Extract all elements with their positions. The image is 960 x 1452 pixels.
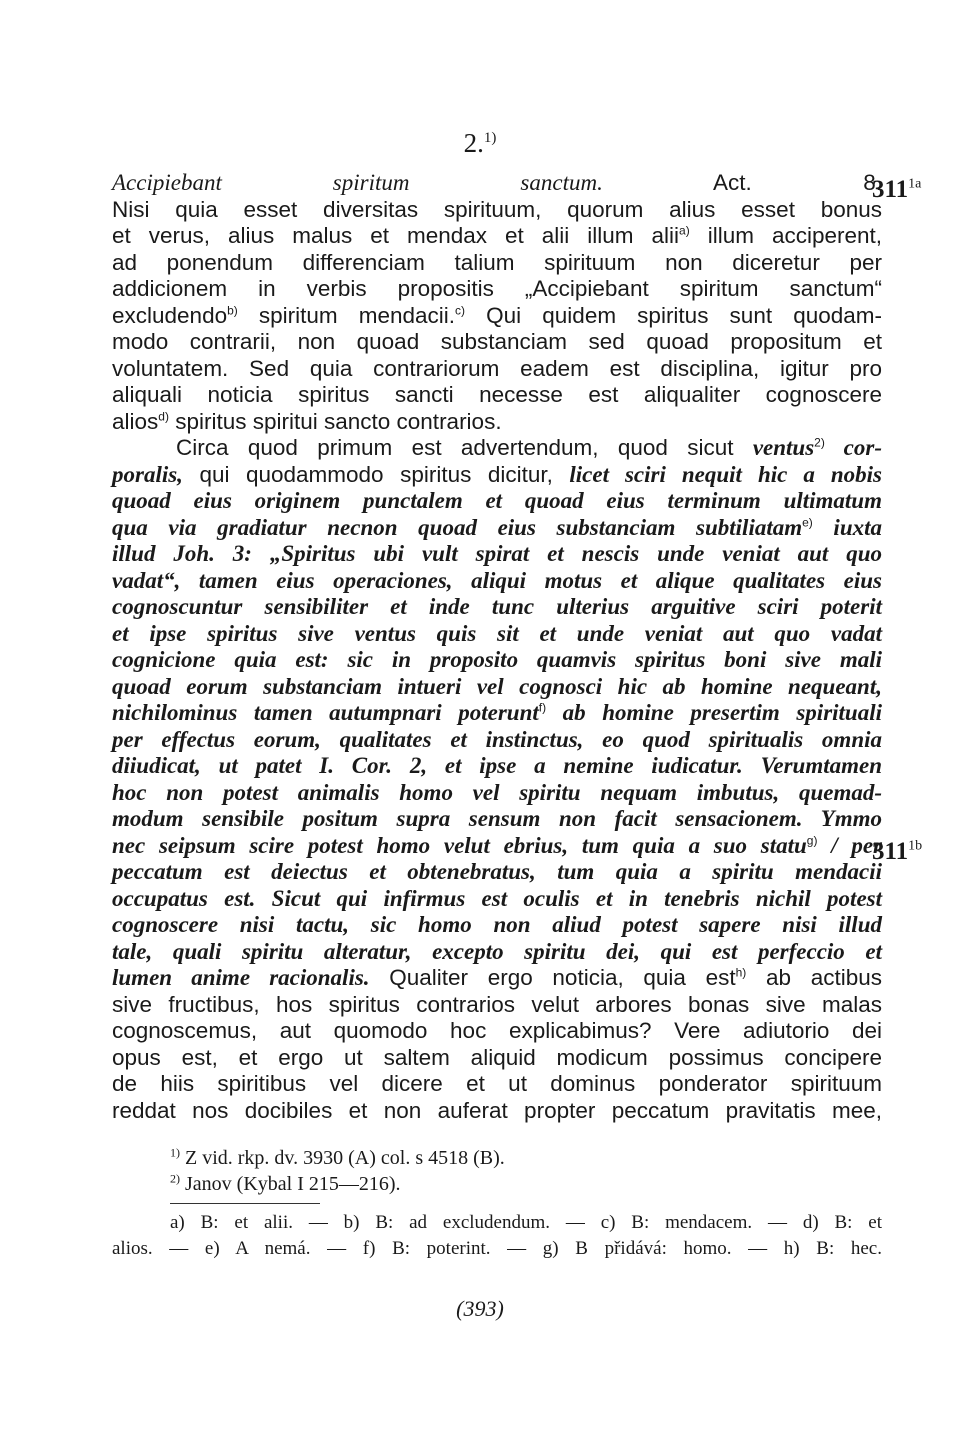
section-number-text: 2. bbox=[463, 128, 484, 158]
text-line bbox=[112, 859, 882, 886]
text-line bbox=[112, 568, 882, 595]
critical-apparatus bbox=[112, 1210, 882, 1262]
text-line bbox=[112, 223, 882, 250]
text-segment: Nisi quia esset diversitas spirituum, quorum alius esset bonus bbox=[112, 196, 882, 222]
text-segment: qua via gradiatur necnon quoad eius substanciam subtiliatam bbox=[112, 514, 803, 540]
text-segment: poralis, bbox=[112, 461, 183, 487]
text-segment: ab actibus bbox=[746, 965, 882, 990]
note-reference: h) bbox=[735, 965, 747, 980]
apparatus-line: a) B: et alii. — b) B: ad excludendum. — c) B: mendacem. — d) B: et bbox=[170, 1212, 882, 1233]
text-line bbox=[112, 727, 882, 754]
note-reference: d) bbox=[158, 409, 169, 423]
text-segment: excludendo bbox=[112, 302, 228, 328]
text-line bbox=[112, 250, 882, 277]
text-segment: occupatus est. Sicut qui infirmus est oculis et in tenebris nichil potest bbox=[112, 885, 882, 911]
text-segment: tale, quali spiritu alteratur, excepto spiritu dei, qui est perfeccio et bbox=[112, 938, 882, 964]
note-reference: e) bbox=[802, 515, 813, 529]
text-segment: illud Joh. 3: „Spiritus ubi vult spirat et nescis unde veniat aut quo bbox=[112, 541, 882, 566]
text-line bbox=[112, 674, 882, 701]
text-segment: spiritus spiritui sancto contrarios. bbox=[168, 408, 502, 434]
text-segment: nec seipsum scire potest homo velut ebrius, tum quia a suo statu bbox=[112, 832, 807, 858]
text-line bbox=[112, 1045, 882, 1072]
text-segment: ab homine presertim spirituali bbox=[546, 700, 883, 725]
note-reference: a) bbox=[679, 223, 690, 238]
text-segment: diiudicat, ut patet I. Cor. 2, et ipse a nemine iudicatur. Verumtamen bbox=[112, 753, 882, 778]
text-line bbox=[112, 753, 882, 780]
text-line bbox=[112, 1018, 882, 1045]
text-segment: iuxta bbox=[812, 514, 882, 540]
text-segment: modum sensibile positum supra sensum non facit sensacionem. Ymmo bbox=[112, 806, 882, 831]
main-text bbox=[112, 170, 882, 1124]
footnote-text: Janov (Kybal I 215—216). bbox=[180, 1173, 401, 1195]
text-line bbox=[112, 382, 882, 409]
text-line bbox=[112, 912, 882, 939]
text-line bbox=[112, 197, 882, 224]
text-segment: qui quodammodo spiritus dicitur, bbox=[182, 461, 570, 487]
note-reference: g) bbox=[806, 833, 818, 847]
text-line bbox=[112, 356, 882, 383]
text-segment: spiritum mendacii. bbox=[237, 302, 456, 328]
text-segment: ventus bbox=[752, 435, 815, 460]
text-line bbox=[112, 541, 882, 568]
footnote-1 bbox=[170, 1145, 505, 1171]
text-segment: vadat“, tamen eius operaciones, aliqui motus et alique qualitates eius bbox=[112, 567, 882, 593]
text-line bbox=[112, 409, 882, 436]
text-line bbox=[112, 939, 882, 966]
section-number bbox=[0, 128, 960, 159]
text-segment: quoad eorum substanciam intueri vel cognosci hic ab homine nequeant, bbox=[112, 673, 882, 699]
text-line bbox=[112, 515, 882, 542]
margin-note-label: 311 bbox=[872, 838, 909, 865]
text-segment: opus est, et ergo ut saltem aliquid modicum possimus concipere bbox=[112, 1044, 882, 1070]
text-segment: cognicione quia est: sic in proposito quamvis spiritus boni sive mali bbox=[112, 647, 882, 672]
text-line bbox=[112, 700, 882, 727]
apparatus-line: alios. — e) A nemá. — f) B: poterint. — g) B přidává: homo. — h) B: hec. bbox=[112, 1238, 882, 1259]
text-segment: cognoscuntur sensibiliter et inde tunc ulterius arguitive sciri poterit bbox=[112, 594, 882, 619]
text-line bbox=[112, 621, 882, 648]
text-line bbox=[112, 170, 882, 197]
page-number: (393) bbox=[456, 1296, 504, 1321]
text-line bbox=[112, 1071, 882, 1098]
text-segment: aliquali noticia spiritus sancti necesse est aliqualiter cognoscere bbox=[112, 382, 882, 407]
footnotes bbox=[170, 1145, 505, 1197]
text-segment: cognoscere nisi tactu, sic homo non aliud potest sapere nisi illud bbox=[112, 912, 882, 937]
note-reference: f) bbox=[538, 700, 547, 715]
text-line bbox=[112, 886, 882, 913]
text-line bbox=[112, 780, 882, 807]
text-segment: reddat nos docibiles et non auferat propter peccatum pravitatis mee, bbox=[112, 1097, 882, 1123]
text-segment: quoad eius originem punctalem et quoad eius terminum ultimatum bbox=[112, 488, 882, 513]
text-segment: cor- bbox=[824, 435, 882, 460]
text-line bbox=[112, 992, 882, 1019]
text-segment: voluntatem. Sed quia contrariorum eadem est disciplina, igitur pro bbox=[112, 355, 882, 381]
text-segment: lumen anime racionalis. bbox=[112, 965, 370, 990]
text-segment: licet sciri nequit hic a nobis bbox=[569, 461, 882, 487]
text-segment: Qualiter ergo noticia, quia est bbox=[369, 965, 736, 990]
margin-note-label: 311 bbox=[872, 176, 909, 203]
text-line bbox=[112, 594, 882, 621]
text-segment: nichilominus tamen autumpnari poterunt bbox=[112, 700, 539, 725]
text-segment: Accipiebant spiritum sanctum. bbox=[112, 170, 603, 195]
text-segment: modo contrarii, non quoad substanciam sed quoad propositum et bbox=[112, 329, 882, 354]
text-segment: peccatum est deiectus et obtenebratus, tum quia a spiritu mendacii bbox=[112, 859, 882, 884]
text-segment: sive fructibus, hos spiritus contrarios velut arbores bonas sive malas bbox=[112, 991, 882, 1017]
note-reference: b) bbox=[227, 303, 238, 317]
text-segment: illum acciperent, bbox=[689, 223, 883, 248]
section-note-mark: 1) bbox=[483, 130, 497, 146]
text-segment: addicionem in verbis propositis „Accipiebant spiritum sanctum“ bbox=[112, 276, 882, 301]
text-line bbox=[112, 965, 882, 992]
margin-note-sup: 1a bbox=[908, 176, 922, 192]
text-segment: / per bbox=[817, 832, 882, 858]
text-segment: per effectus eorum, qualitates et instinctus, eo quod spiritualis omnia bbox=[112, 726, 882, 752]
text-segment: de hiis spiritibus vel dicere et ut dominus ponderator spirituum bbox=[112, 1071, 882, 1096]
text-segment: Circa quod primum est advertendum, quod sicut bbox=[176, 435, 753, 460]
footnote-mark: 2) bbox=[170, 1171, 180, 1186]
note-reference: c) bbox=[455, 303, 466, 317]
text-line bbox=[112, 647, 882, 674]
text-line bbox=[112, 276, 882, 303]
note-reference: 2) bbox=[814, 435, 825, 450]
text-segment: hoc non potest animalis homo vel spiritu nequam imbutus, quemad- bbox=[112, 779, 882, 805]
text-line bbox=[112, 833, 882, 860]
text-line bbox=[112, 806, 882, 833]
text-line bbox=[112, 435, 882, 462]
footnote-divider bbox=[170, 1203, 320, 1204]
text-line bbox=[112, 462, 882, 489]
text-segment: ad ponendum differenciam talium spirituum non diceretur per bbox=[112, 249, 882, 275]
text-segment: et verus, alius malus et mendax et alii illum alii bbox=[112, 223, 680, 248]
text-segment: Qui quidem spiritus sunt quodam- bbox=[465, 302, 882, 328]
text-segment: alios bbox=[112, 408, 159, 434]
text-line bbox=[112, 303, 882, 330]
text-segment: cognoscemus, aut quomodo hoc explicabimus? Vere adiutorio dei bbox=[112, 1018, 882, 1043]
text-segment: et ipse spiritus sive ventus quis sit et unde veniat aut quo vadat bbox=[112, 620, 882, 646]
footnote-2 bbox=[170, 1171, 505, 1197]
text-segment: Act. 8. bbox=[602, 170, 882, 195]
text-line bbox=[112, 1098, 882, 1125]
footnote-mark: 1) bbox=[170, 1145, 180, 1160]
text-line bbox=[112, 488, 882, 515]
margin-note-sup: 1b bbox=[908, 838, 923, 854]
text-line bbox=[112, 329, 882, 356]
footnote-text: Z vid. rkp. dv. 3930 (A) col. s 4518 (B). bbox=[180, 1147, 505, 1169]
